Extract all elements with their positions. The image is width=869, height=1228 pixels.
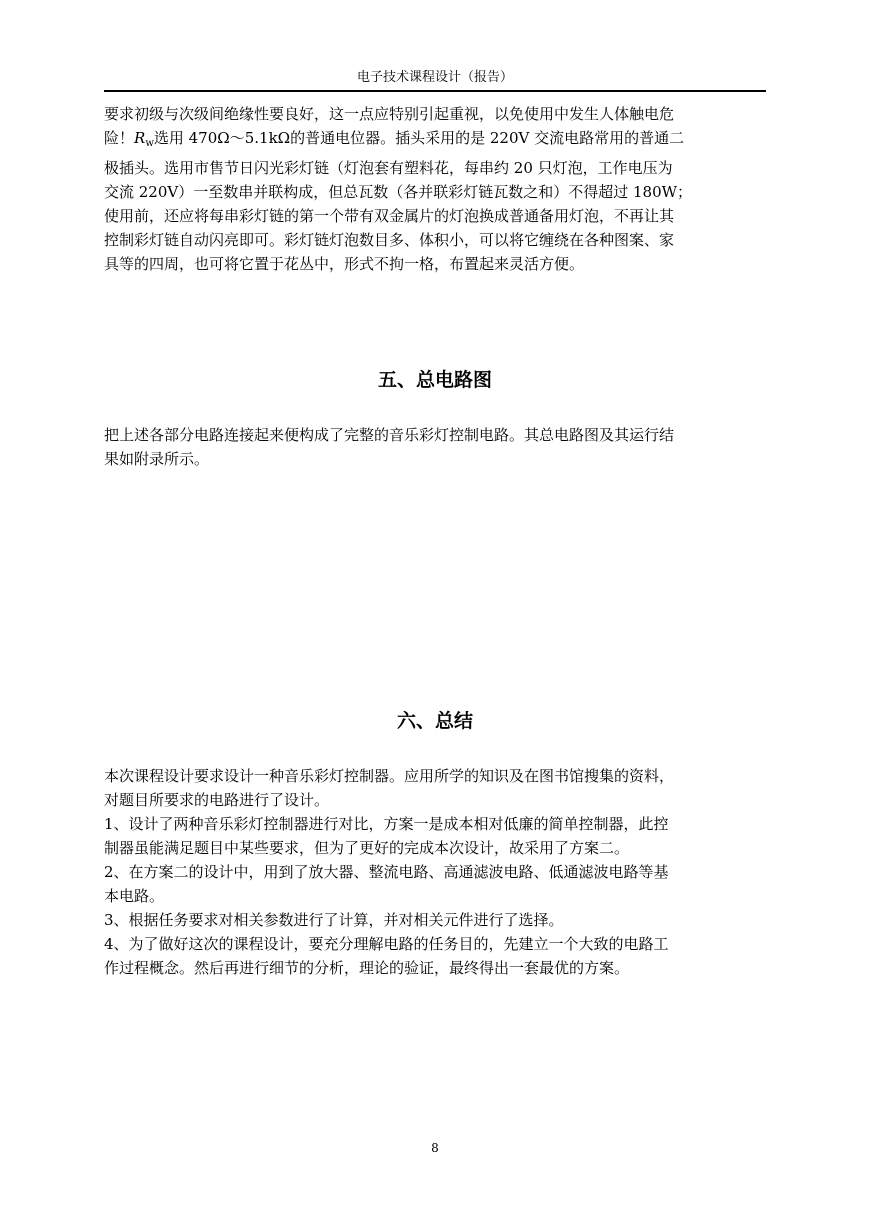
section-5-line-2: 果如附录所示。 bbox=[104, 450, 210, 468]
intro-line-2-rest: 选用 470Ω～5.1kΩ的普通电位器。插头采用的是 220V 交流电路常用的普通二 bbox=[153, 129, 685, 147]
section-5-heading: 五、总电路图 bbox=[377, 369, 492, 391]
intro-line-4: 交流 220V）一至数串并联构成，但总瓦数（各并联彩灯链瓦数之和）不得超过 180W； bbox=[104, 183, 693, 201]
rw-symbol bbox=[134, 129, 154, 147]
section-5-line-1: 把上述各部分电路连接起来便构成了完整的音乐彩灯控制电路。其总电路图及其运行结 bbox=[104, 426, 675, 444]
summary-line: 本电路。 bbox=[104, 887, 165, 905]
intro-line-6: 控制彩灯链自动闪亮即可。彩灯链灯泡数目多、体积小，可以将它缠绕在各种图案、家 bbox=[104, 231, 675, 249]
summary-line: 3、根据任务要求对相关参数进行了计算，并对相关元件进行了选择。 bbox=[104, 911, 564, 929]
header-rule bbox=[104, 90, 766, 92]
summary-line: 对题目所要求的电路进行了设计。 bbox=[104, 791, 330, 809]
summary-line: 2、在方案二的设计中，用到了放大器、整流电路、高通滤波电路、低通滤波电路等基 bbox=[104, 863, 669, 881]
summary-line: 1、设计了两种音乐彩灯控制器进行对比，方案一是成本相对低廉的简单控制器，此控 bbox=[104, 815, 669, 833]
intro-line-3: 极插头。选用市售节日闪光彩灯链（灯泡套有塑料花，每串约 20 只灯泡，工作电压为 bbox=[104, 159, 673, 177]
rw-subscript: w bbox=[145, 138, 154, 149]
intro-line-2 bbox=[104, 126, 770, 156]
summary-line: 本次课程设计要求设计一种音乐彩灯控制器。应用所学的知识及在图书馆搜集的资料， bbox=[104, 767, 675, 785]
summary-line: 制器虽能满足题目中某些要求，但为了更好的完成本次设计，故采用了方案二。 bbox=[104, 839, 630, 857]
page-header: 电子技术课程设计（报告） bbox=[356, 70, 513, 85]
section-5-paragraph bbox=[104, 423, 770, 471]
intro-paragraph bbox=[104, 102, 770, 276]
section-6-paragraph bbox=[104, 764, 770, 980]
section-6-heading: 六、总结 bbox=[396, 710, 473, 732]
intro-line-7: 具等的四周，也可将它置于花丛中，形式不拘一格，布置起来灵活方便。 bbox=[104, 255, 585, 273]
rw-letter: R bbox=[134, 129, 146, 147]
intro-line-5: 使用前，还应将每串彩灯链的第一个带有双金属片的灯泡换成普通备用灯泡，不再让其 bbox=[104, 207, 675, 225]
summary-line: 作过程概念。然后再进行细节的分析，理论的验证，最终得出一套最优的方案。 bbox=[104, 959, 630, 977]
summary-line: 4、为了做好这次的课程设计，要充分理解电路的任务目的，先建立一个大致的电路工 bbox=[104, 935, 669, 953]
page-number: 8 bbox=[431, 1141, 439, 1155]
intro-line-1: 要求初级与次级间绝缘性要良好，这一点应特别引起重视，以免使用中发生人体触电危 bbox=[104, 105, 675, 123]
intro-line-2-prefix: 险！ bbox=[104, 129, 135, 147]
